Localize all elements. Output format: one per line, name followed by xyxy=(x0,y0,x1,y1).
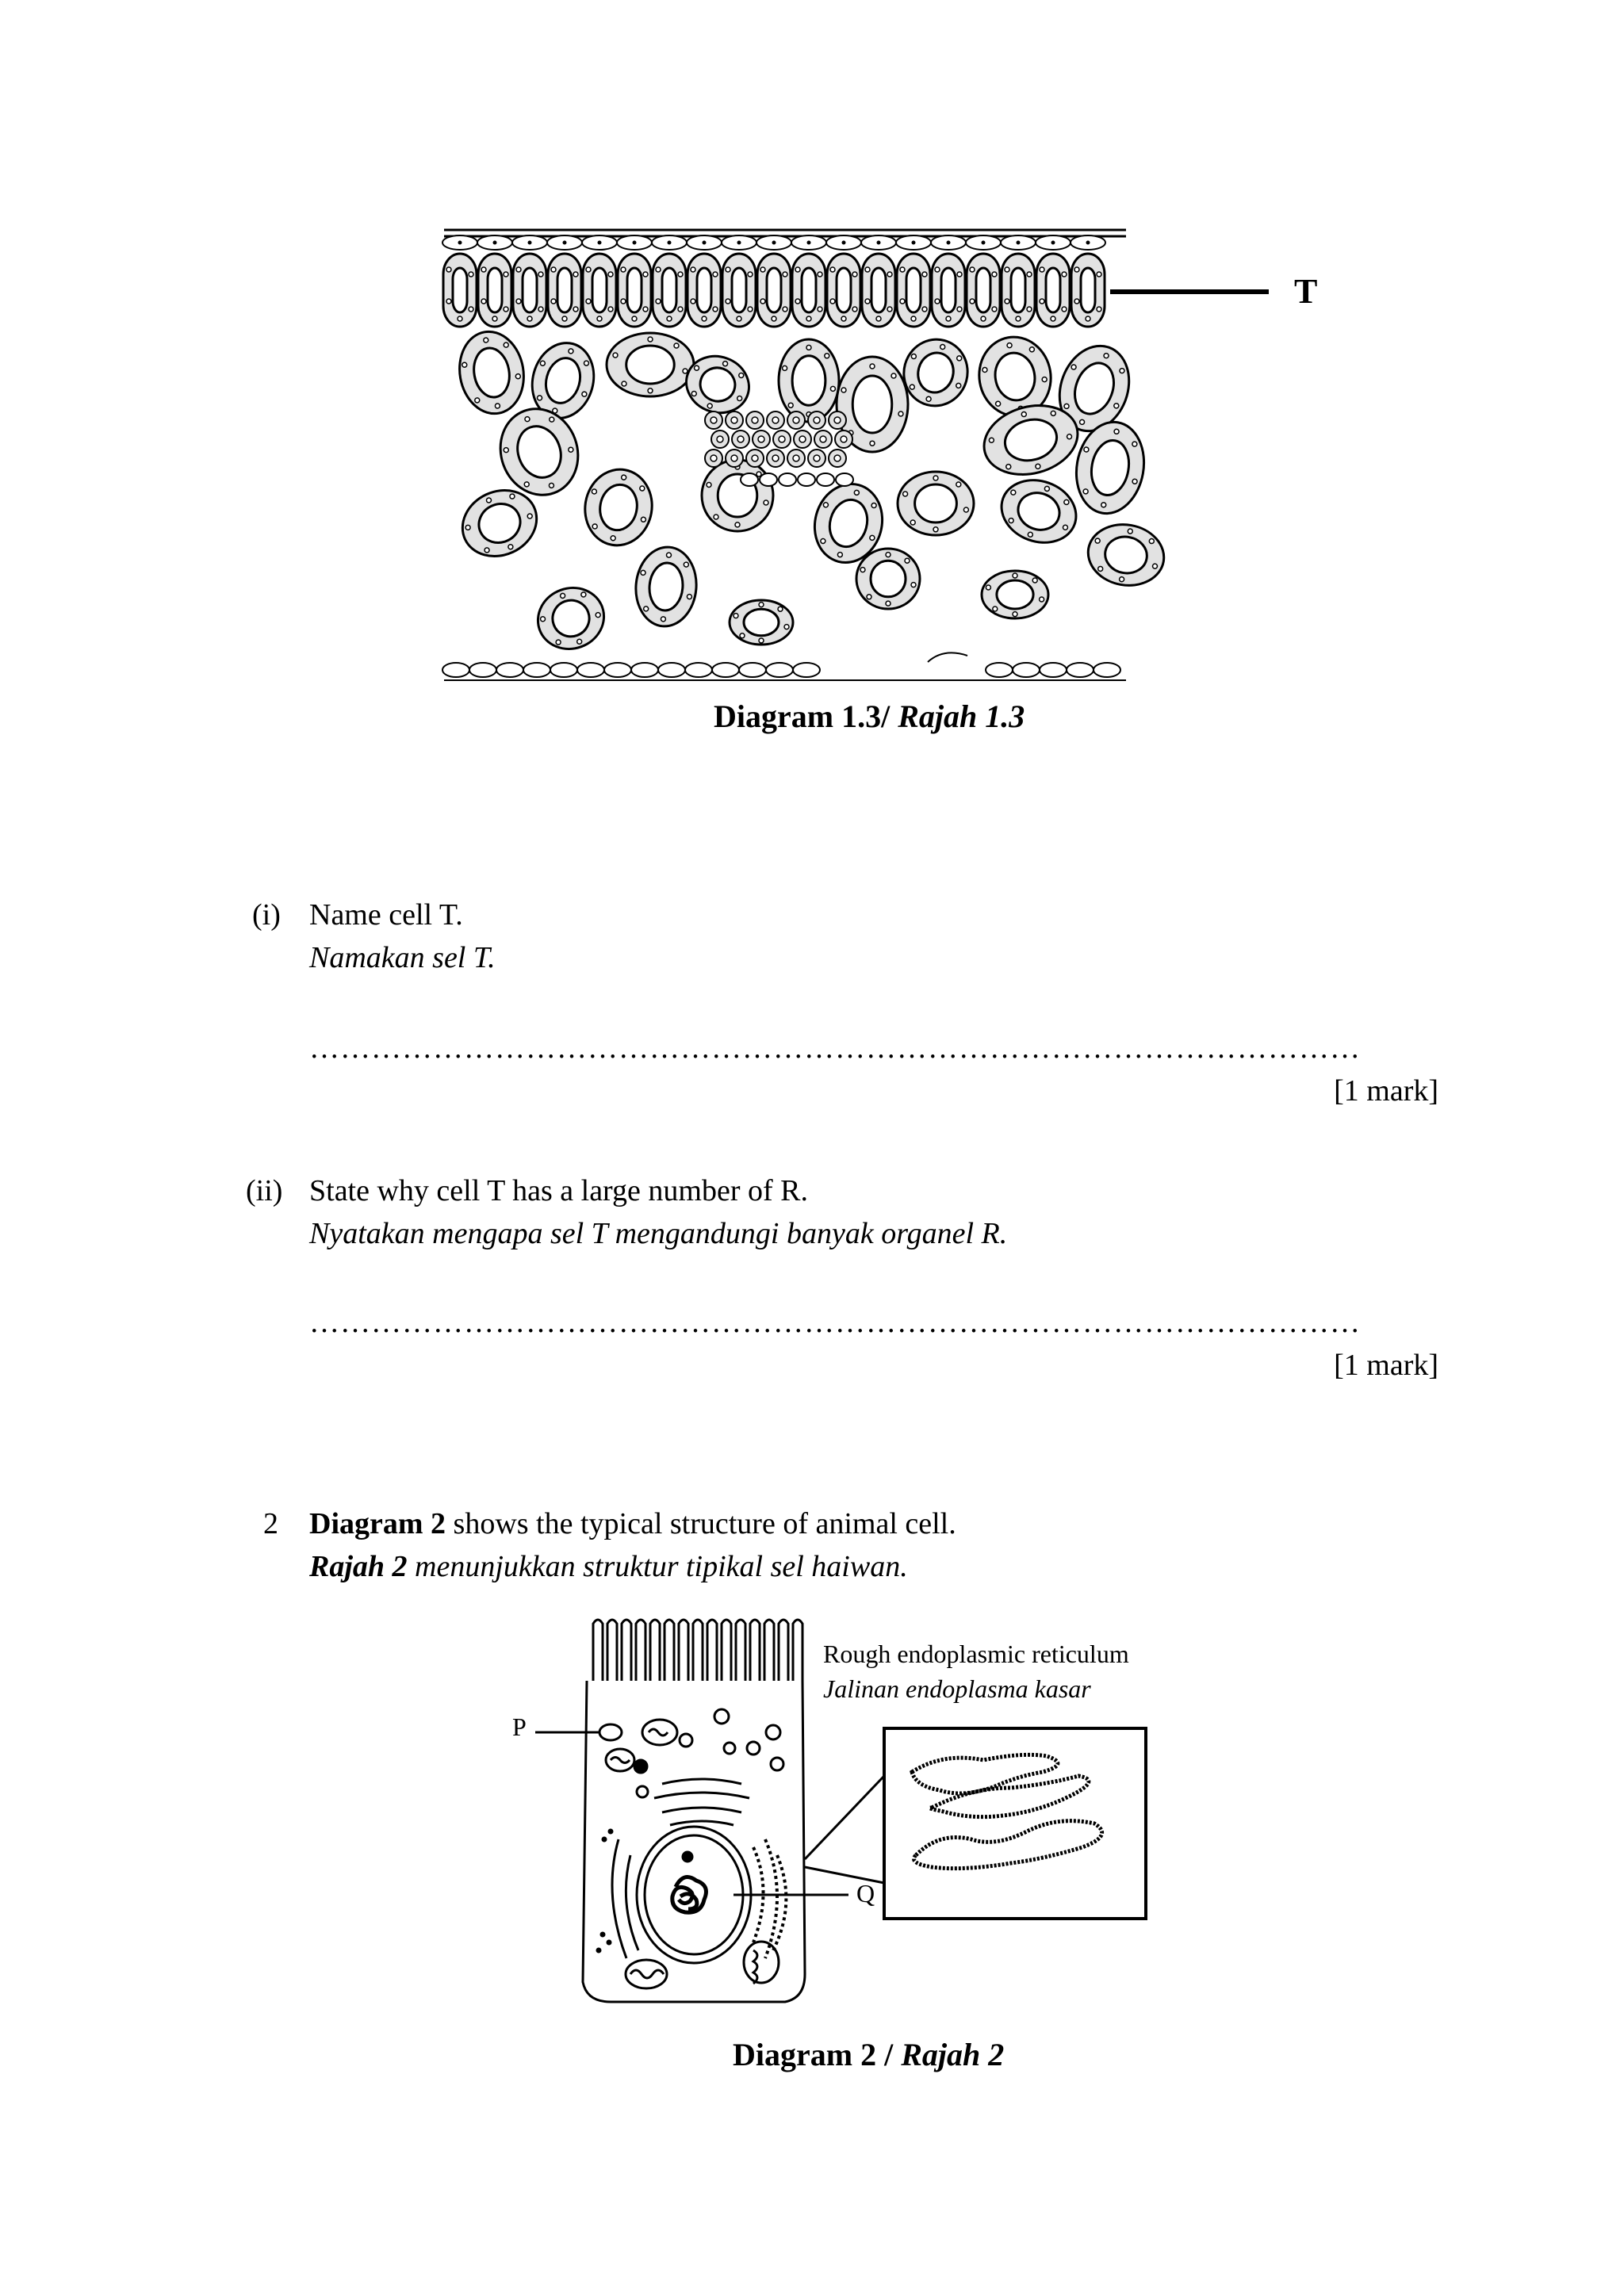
label-q: Q xyxy=(856,1879,875,1908)
label-p: P xyxy=(512,1712,527,1741)
diagram-1-3-caption xyxy=(714,698,1025,735)
answer-line-i[interactable]: ………………………………………………………………………………………… xyxy=(309,1031,1361,1065)
question-i-text-ms: Namakan sel T. xyxy=(309,941,496,974)
question-2-number: 2 xyxy=(263,1507,278,1540)
caption-2-italic: Rajah 2 xyxy=(901,2037,1005,2072)
caption-italic: Rajah 1.3 xyxy=(898,698,1025,734)
rer-label-ms: Jalinan endoplasma kasar xyxy=(823,1674,1091,1703)
question-ii-text-ms: Nyatakan mengapa sel T mengandungi banyak organel R. xyxy=(309,1217,1008,1250)
question-2-diagram-ref: Diagram 2 xyxy=(309,1507,446,1540)
mark-ii: [1 mark] xyxy=(1334,1349,1438,1382)
caption-bold: Diagram 1.3/ xyxy=(714,698,898,734)
question-i-text: Name cell T. xyxy=(309,898,463,932)
question-ii-number: (ii) xyxy=(246,1174,283,1207)
question-2-diagram-ref-ms: Rajah 2 xyxy=(309,1550,408,1583)
diagram-2 xyxy=(492,1601,1205,2022)
question-2-text xyxy=(309,1503,956,1544)
diagram-1-3 xyxy=(428,222,1364,690)
answer-line-ii[interactable]: ………………………………………………………………………………………… xyxy=(309,1306,1361,1339)
caption-2-bold: Diagram 2 / xyxy=(733,2037,902,2072)
rer-label-en: Rough endoplasmic reticulum xyxy=(823,1640,1129,1668)
mark-i: [1 mark] xyxy=(1334,1074,1438,1108)
label-t: T xyxy=(1294,272,1318,311)
diagram-2-caption xyxy=(733,2036,1004,2073)
question-2-text-ms xyxy=(309,1546,908,1587)
question-2-text-rest: shows the typical structure of animal cell. xyxy=(446,1507,956,1540)
leaf-cross-section-illustration xyxy=(428,222,1364,690)
question-2-text-rest-ms: menunjukkan struktur tipikal sel haiwan. xyxy=(407,1550,908,1583)
question-ii-text: State why cell T has a large number of R. xyxy=(309,1174,808,1207)
question-i-number: (i) xyxy=(252,898,281,932)
